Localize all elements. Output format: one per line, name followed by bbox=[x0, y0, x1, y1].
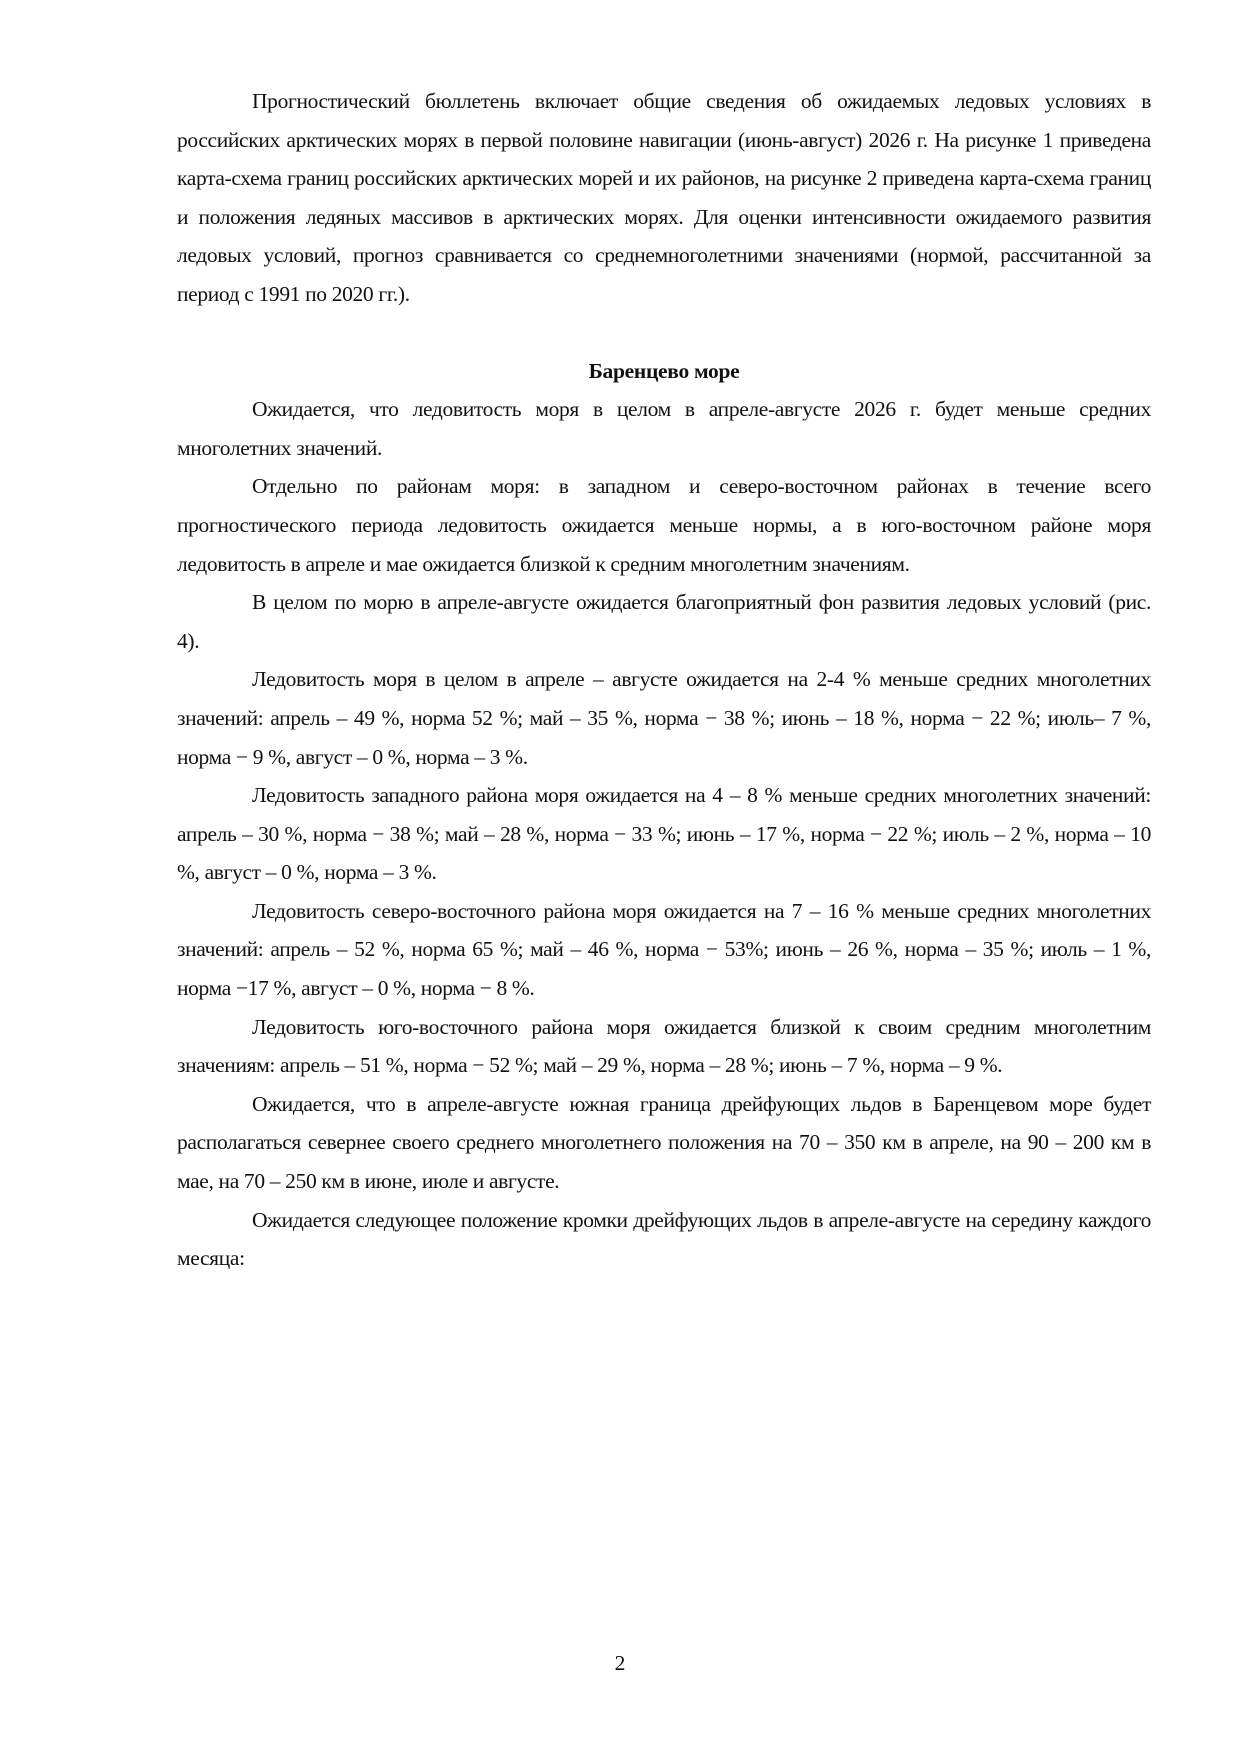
paragraph-favorable-background: В целом по морю в апреле-августе ожидается благоприятный фон развития ледовых условий (рис. 4). bbox=[177, 590, 1151, 653]
paragraph-sea-ice-cover: Ледовитость моря в целом в апреле – августе ожидается на 2-4 % меньше средних многолетних значений: апрель – 49 %, норма 52 %; май – 35 %, норма − 38 %; июнь – 18 %, норма − 22 %; июль– 7 %, норма − 9 %, август – 0 %, норма – 3 %. bbox=[177, 667, 1151, 769]
paragraph-western-district: Ледовитость западного района моря ожидается на 4 – 8 % меньше средних многолетних значений: апрель – 30 %, норма − 38 %; май – 28 %, норма − 33 %; июнь – 17 %, норма − 22 %; июль – 2 %, норма – 10 %, август – 0 %, норма – 3 %. bbox=[177, 783, 1151, 885]
paragraph-southeastern-district: Ледовитость юго-восточного района моря ожидается близкой к своим средним многолетним значениям: апрель – 51 %, норма − 52 %; май – 29 %, норма – 28 %; июнь – 7 %, норма – 9 %. bbox=[177, 1014, 1151, 1078]
document-page bbox=[177, 82, 1151, 1278]
paragraph-districts: Отдельно по районам моря: в западном и северо-восточном районах в течение всего прогностического периода ледовитость ожидается меньше нормы, а в юго-восточном районе моря ледовитость в апреле и мае ожидается близкой к средним многолетним значениям. bbox=[177, 474, 1151, 576]
paragraph-northeastern-district: Ледовитость северо-восточного района моря ожидается на 7 – 16 % меньше средних многолетних значений: апрель – 52 %, норма 65 %; май – 46 %, норма − 53%; июнь – 26 %, норма – 35 %; июль – 1 %, норма −17 %, август – 0 %, норма − 8 %. bbox=[177, 898, 1151, 1001]
paragraph-ice-edge-position: Ожидается следующее положение кромки дрейфующих льдов в апреле-августе на середину каждого месяца: bbox=[177, 1207, 1151, 1271]
paragraph-overall-forecast: Ожидается, что ледовитость моря в целом в апреле-августе 2026 г. будет меньше средних многолетних значений. bbox=[177, 397, 1151, 460]
paragraph-ice-boundary: Ожидается, что в апреле-августе южная граница дрейфующих льдов в Баренцевом море будет располагаться севернее своего среднего многолетнего положения на 70 – 350 км в апреле, на 90 – 200 км в мае, на 70 – 250 км в июне, июле и августе. bbox=[177, 1091, 1151, 1194]
intro-paragraph: Прогностический бюллетень включает общие сведения об ожидаемых ледовых условиях в российских арктических морях в первой половине навигации (июнь-август) 2026 г. На рисунке 1 приведена карта-схема границ российских арктических морей и их районов, на рисунке 2 приведена карта-схема границ и положения ледяных массивов в арктических морях. Для оценки интенсивности ожидаемого развития ледовых условий, прогноз сравнивается со среднемноголетними значениями (нормой, рассчитанной за период с 1991 по 2020 гг.). bbox=[177, 89, 1151, 306]
section-heading: Баренцево море bbox=[588, 358, 740, 383]
page-number: 2 bbox=[614, 1651, 626, 1675]
